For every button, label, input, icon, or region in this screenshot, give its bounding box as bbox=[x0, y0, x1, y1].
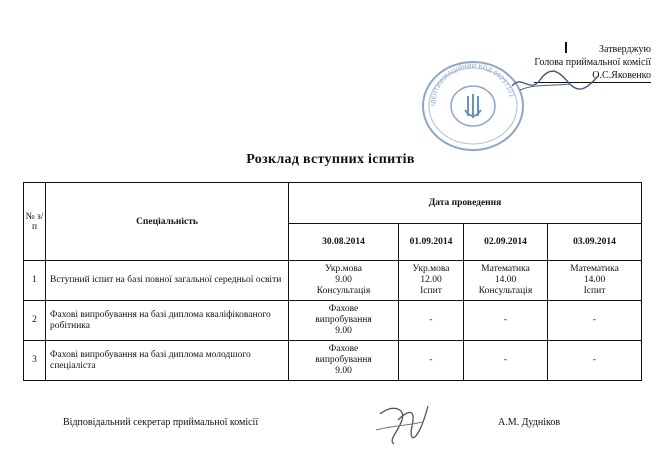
table-header-row bbox=[24, 183, 642, 224]
schedule-cell bbox=[399, 261, 464, 301]
cell-line: 12.00 bbox=[420, 275, 442, 285]
cell-line: Математика bbox=[570, 264, 619, 274]
chairman-signature bbox=[510, 64, 600, 98]
header-date-2: 01.09.2014 bbox=[399, 224, 464, 261]
cell-line: випробування bbox=[315, 315, 372, 325]
cell-line: Укр.мова bbox=[325, 264, 362, 274]
page-title: Розклад вступних іспитів bbox=[246, 152, 415, 167]
header-date-3: 02.09.2014 bbox=[464, 224, 548, 261]
header-date-4: 03.09.2014 bbox=[548, 224, 642, 261]
cell-line: 9.00 bbox=[335, 275, 352, 285]
approval-heading: Затверджую bbox=[599, 44, 651, 55]
header-date-1: 30.08.2014 bbox=[289, 224, 399, 261]
row-specialty: Вступний іспит на базі повної загальної середньої освіти bbox=[46, 261, 289, 301]
row-number: 1 bbox=[24, 261, 46, 301]
schedule-cell: - bbox=[548, 301, 642, 341]
cell-line: 14.00 bbox=[583, 275, 606, 285]
table-row bbox=[24, 341, 642, 381]
secretary-name: А.М. Дудніков bbox=[498, 417, 561, 428]
seal-text: ІДЕНТИФІКАЦІЙНИЙ КОД 00237101 bbox=[429, 62, 515, 107]
schedule-cell bbox=[548, 261, 642, 301]
row-number: 3 bbox=[24, 341, 46, 381]
cell-line: Консультація bbox=[316, 286, 371, 296]
cell-line: Математика bbox=[481, 264, 530, 274]
table-row bbox=[24, 301, 642, 341]
cell-line: 9.00 bbox=[335, 326, 352, 336]
secretary-signature bbox=[372, 400, 432, 448]
schedule-cell bbox=[289, 341, 399, 381]
row-specialty: Фахові випробування на базі диплома молодшого спеціаліста bbox=[46, 341, 289, 381]
cell-line: Іспит bbox=[420, 286, 442, 296]
approval-name: О.С.Яковенко bbox=[534, 69, 651, 83]
cell-line: Консультація bbox=[478, 286, 533, 296]
schedule-cell: - bbox=[548, 341, 642, 381]
header-specialty: Спеціальність bbox=[46, 183, 289, 261]
header-number: № з/п bbox=[24, 183, 46, 261]
schedule-cell: - bbox=[464, 301, 548, 341]
schedule-cell: - bbox=[399, 301, 464, 341]
schedule-cell: - bbox=[399, 341, 464, 381]
header-date: Дата проведення bbox=[289, 183, 642, 224]
cell-line: Укр.мова bbox=[412, 264, 450, 274]
secretary-role: Відповідальний секретар приймальної комісії bbox=[63, 417, 259, 428]
schedule-cell bbox=[464, 261, 548, 301]
row-specialty: Фахові випробування на базі диплома кваліфікованого робітника bbox=[46, 301, 289, 341]
row-number: 2 bbox=[24, 301, 46, 341]
schedule-cell bbox=[289, 301, 399, 341]
approval-position: Голова приймальної комісії bbox=[534, 57, 651, 68]
exam-schedule-table bbox=[23, 182, 642, 381]
cell-line: Іспит bbox=[583, 286, 606, 296]
table-row bbox=[24, 261, 642, 301]
cell-line: випробування bbox=[315, 355, 372, 365]
cell-line: 14.00 bbox=[494, 275, 517, 285]
cell-line: 9.00 bbox=[335, 366, 352, 376]
schedule-cell bbox=[289, 261, 399, 301]
cell-line: Фахове bbox=[328, 344, 359, 354]
schedule-cell: - bbox=[464, 341, 548, 381]
cell-line: Фахове bbox=[328, 304, 359, 314]
